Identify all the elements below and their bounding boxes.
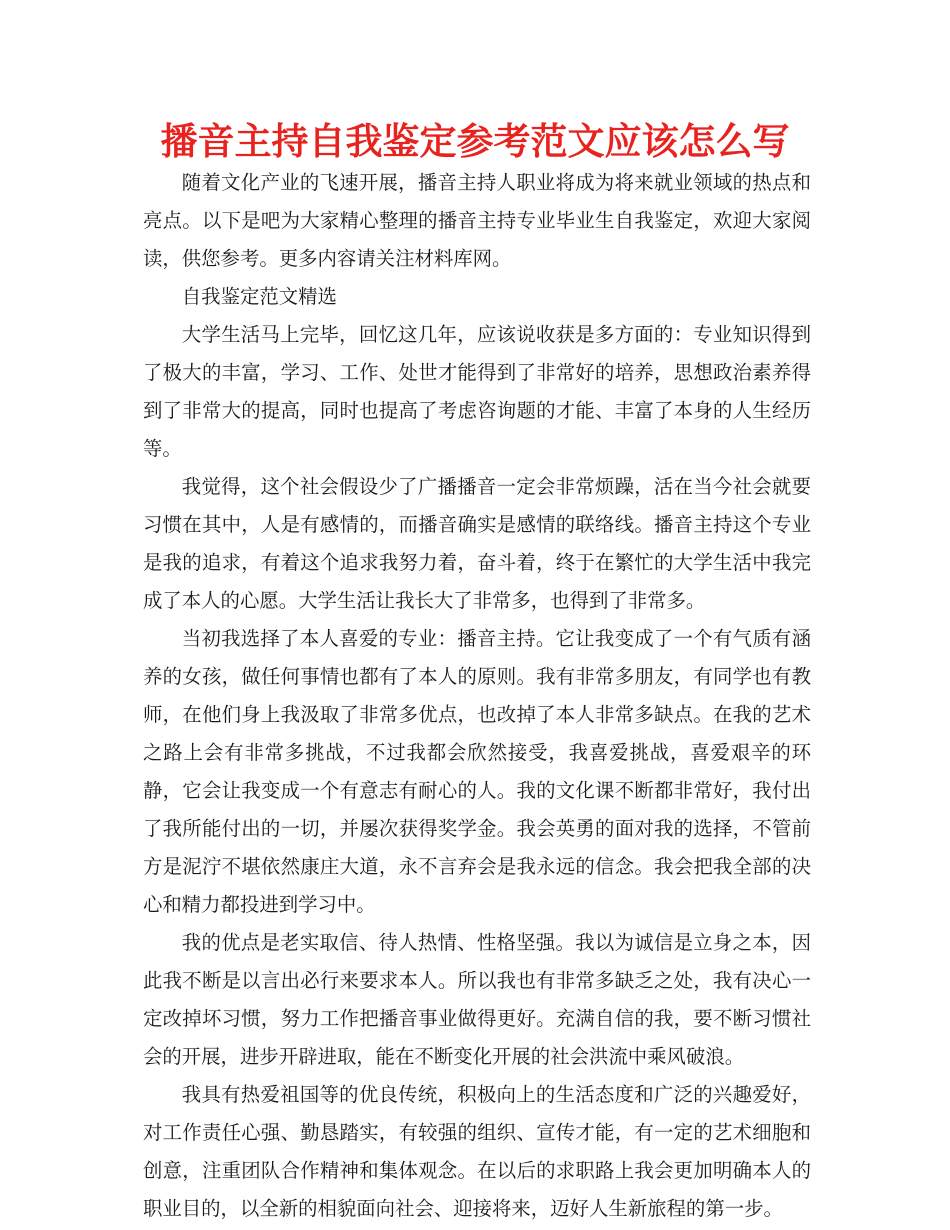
paragraph-intro: 随着文化产业的飞速开展，播音主持人职业将成为将来就业领域的热点和亮点。以下是吧为大家精心整理的播音主持专业毕业生自我鉴定，欢迎大家阅读，供您参考。更多内容请关注材料库网。	[143, 171, 811, 270]
paragraph-1: 大学生活马上完毕，回忆这几年，应该说收获是多方面的：专业知识得到了极大的丰富，学习、工作、处世才能得到了非常好的培养，思想政治素养得到了非常大的提高，同时也提高了考虑咨询题的才能、丰富了本身的人生经历等。	[143, 323, 811, 460]
document-body	[143, 164, 811, 1228]
paragraph-2: 我觉得，这个社会假设少了广播播音一定会非常烦躁，活在当今社会就要习惯在其中，人是有感情的，而播音确实是感情的联络线。播音主持这个专业是我的追求，有着这个追求我努力着，奋斗着，终于在繁忙的大学生活中我完成了本人的心愿。大学生活让我长大了非常多，也得到了非常多。	[143, 475, 811, 612]
document-title: 播音主持自我鉴定参考范文应该怎么写	[160, 120, 790, 163]
paragraph-5: 我具有热爱祖国等的优良传统，积极向上的生活态度和广泛的兴趣爱好，对工作责任心强、勤恳踏实，有较强的组织、宣传才能，有一定的艺术细胞和创意，注重团队合作精神和集体观念。在以后的求职路上我会更加明确本人的职业目的，以全新的相貌面向社会、迎接将来，迈好人生新旅程的第一步。	[143, 1083, 811, 1220]
paragraph-3: 当初我选择了本人喜爱的专业：播音主持。它让我变成了一个有气质有涵养的女孩，做任何事情也都有了本人的原则。我有非常多朋友，有同学也有教师，在他们身上我汲取了非常多优点，也改掉了本人非常多缺点。在我的艺术之路上会有非常多挑战，不过我都会欣然接受，我喜爱挑战，喜爱艰辛的环静，它会让我变成一个有意志有耐心的人。我的文化课不断都非常好，我付出了我所能付出的一切，并屡次获得奖学金。我会英勇的面对我的选择，不管前方是泥泞不堪依然康庄大道，永不言弃会是我永远的信念。我会把我全部的决心和精力都投进到学习中。	[143, 627, 811, 916]
section-heading: 自我鉴定范文精选	[181, 285, 337, 308]
paragraph-4: 我的优点是老实取信、待人热情、性格坚强。我以为诚信是立身之本，因此我不断是以言出必行来要求本人。所以我也有非常多缺乏之处，我有决心一定改掉坏习惯，努力工作把播音事业做得更好。充满自信的我，要不断习惯社会的开展，进步开辟进取，能在不断变化开展的社会洪流中乘风破浪。	[143, 931, 811, 1068]
